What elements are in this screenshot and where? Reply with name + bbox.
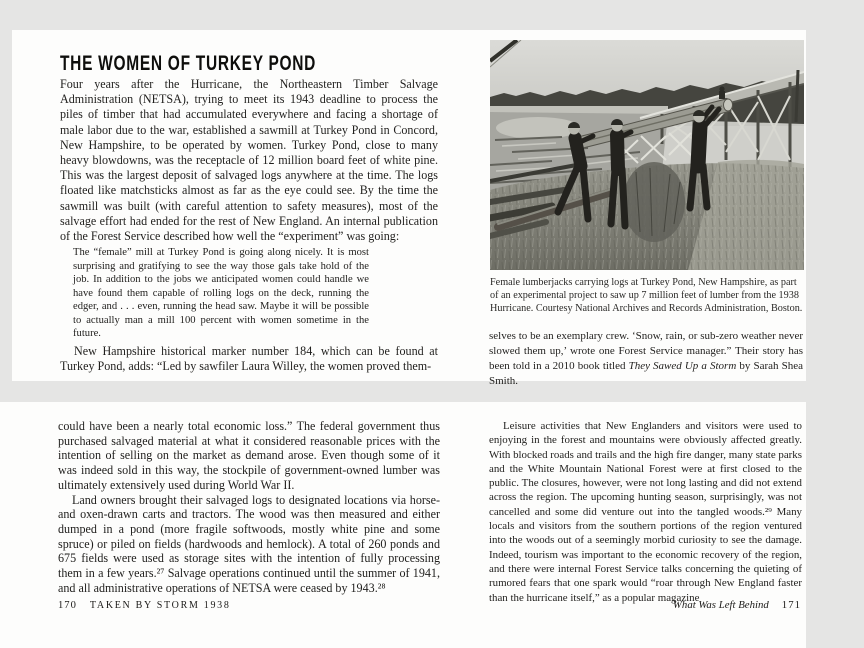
running-title-right: What Was Left Behind [672,599,769,611]
section-heading [60,41,416,78]
running-title-left: TAKEN BY STORM 1938 [89,600,231,611]
bottom-page-spread [0,402,806,648]
page-170-text-column [58,419,440,595]
paragraph-text-before-title: selves to be an exemplary crew. ‘Snow, rain, or sub-zero weather never slowed them up,’ wrote one Forest Service manager.” Their story has been told in a 2010 book titled [489,330,803,373]
paragraph-exemplary-crew [489,329,803,389]
photo-bush [623,162,685,242]
paragraph-historical-marker: New Hampshire historical marker number 184, which can be found at Turkey Pond, adds: “Led by sawfiler Laura Willey, the women proved them- [60,344,438,374]
paragraph-federal-purchase: could have been a nearly total economic loss.” The federal government thus purchased salvaged material at what it considered reasonable prices with the intention of selling on the market as demand arose. Even though some of it was indeed sold in this way, the stockpile of government-owned lumber was ultimately extensively used during World War II. [58,419,440,492]
section-heading-text: THE WOMEN OF TURKEY POND [60,51,317,75]
photo-illustration [490,40,804,270]
block-quote-forest-service: The “female” mill at Turkey Pond is going along nicely. It is most surprising and gratifying to see the way those gals take hold of the job. In addition to the jobs we anticipated women could handle we have found them capable of rolling logs on the deck, running the edger, and . . . even, running the head saw. Maybe it will be possible to actually man a mill 100 percent with women sometime in the future. [73,247,369,339]
paragraph-netsa-sawmill: Four years after the Hurricane, the Northeastern Timber Salvage Administration (NETSA), trying to meet its 1943 deadline to process the piles of timber that had accumulated everywhere and facing a shortage of male labor due to the war, established a sawmill at Turkey Pond in Concord, New Hampshire, to be operated by women. Turkey Pond, close to many heavy blowdowns, was the receptacle of 12 million board feet of white pine. This was the largest deposit of salvaged logs anywhere at the time. The logs floated like matchsticks almost as far as the eye could see. By the time the sawmill was built (with careful attention to safety measures), most of the salvage effort had ended for the rest of New England. An internal publication of the Forest Service described how well the “experiment” was going: [60,77,438,244]
page-171-text-column [489,419,802,605]
paragraph-land-owners: Land owners brought their salvaged logs to designated locations via horse- and oxen-drawn carts and tractors. The wood was then measured and either dumped in a pond (more fragile softwoods, mostly white pine and some spruce) or piled on fields (hardwoods and hemlock). A total of 260 ponds and 675 fields were used as storage sites with the intention of fully processing them in a few years.²⁷ Salvage operations continued until the summer of 1941, and all administrative operations of NETSA were ceased by 1943.²⁸ [58,492,440,595]
top-page-spread [12,30,806,388]
paragraph-leisure-activities: Leisure activities that New Englanders and visitors were used to enjoying in the forest and mountains were obviously affected greatly. With blocked roads and trails and the high fire danger, many state parks and the White Mountain National Forest were at first closed to the public. The closures, however, were not long lasting and did not extend across the region. The upcoming hunting season, surprisingly, was not cancelled and some did venture out into the tangled woods.²⁹ Many locals and visitors from the southern portions of the region ventured into the woods out of a seemingly morbid curiosity to see the damage. Indeed, tourism was important to the economic recovery of the region, and there were internal Forest Service talks concerning the quieting of rumored fears that one spark would “roar through New England faster than the hurricane itself,” as a popular magazine [489,420,802,604]
page-number-170: 170 [58,600,77,611]
page-170-footer [58,600,231,611]
page-number-171: 171 [781,599,801,611]
paragraph-text-after-title: by Sarah Shea Smith. [489,360,803,388]
book-title-italic: They Sawed Up a Storm [628,360,737,373]
photo-lumberjacks-turkey-pond [490,40,804,270]
photo-caption: Female lumberjacks carrying logs at Turkey Pond, New Hampshire, as part of an experimental project to saw up 7 million feet of lumber from the 1938 Hurricane. Courtesy National Archives and Records Administration, Boston. [490,277,803,314]
page-171-footer [673,599,801,611]
